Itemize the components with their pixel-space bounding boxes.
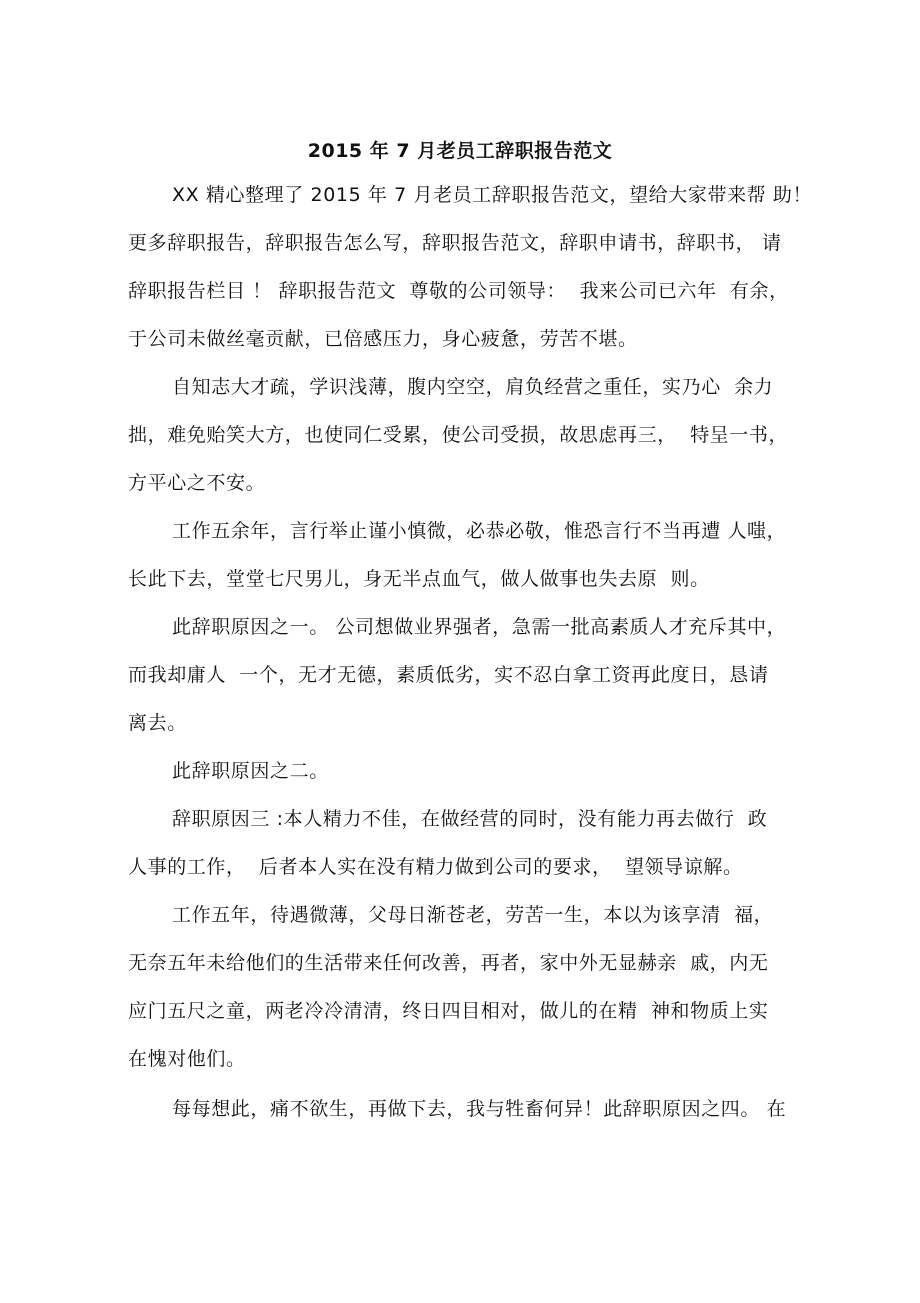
paragraph-line: 而我却庸人 一个，无才无德，素质低劣，实不忍白拿工资再此度日，恳请: [128, 664, 769, 686]
paragraph-line: 辞职原因三 :本人精力不佳，在做经营的同时，没有能力再去做行 政: [172, 808, 768, 830]
paragraph-line: 每每想此，痛不欲生，再做下去，我与牲畜何异！此辞职原因之四。 在: [172, 1098, 787, 1120]
paragraph-line: 离去。: [128, 712, 187, 734]
paragraph-line: 应门五尺之童，两老冷冷清清，终日四目相对，做儿的在精 神和物质上实: [128, 1000, 769, 1022]
paragraph-line: 于公司未做丝毫贡献，已倍感压力，身心疲惫，劳苦不堪。: [128, 328, 638, 350]
paragraph-line: 方平心之不安。: [128, 472, 266, 494]
paragraph-line: 工作五余年，言行举止谨小慎微，必恭必敬，惟恐言行不当再遭 人嗤，: [172, 520, 787, 542]
paragraph-line: 人事的工作， 后者本人实在没有精力做到公司的要求， 望领导谅解。: [128, 856, 743, 878]
paragraph-line: 自知志大才疏，学识浅薄，腹内空空，肩负经营之重任，实乃心 余力: [172, 376, 774, 398]
paragraph-line: 在愧对他们。: [128, 1048, 246, 1070]
paragraph-line: XX 精心整理了 2015 年 7 月老员工辞职报告范文，望给大家带来帮 助！: [172, 184, 813, 206]
paragraph-line: 长此下去，堂堂七尺男儿，身无半点血气，做人做事也失去原 则。: [128, 568, 710, 590]
paragraph-line: 工作五年，待遇微薄，父母日渐苍老，劳苦一生，本以为该享清 福，: [172, 904, 774, 926]
paragraph-line: 此辞职原因之二。: [172, 760, 329, 782]
paragraph-line: 此辞职原因之一。 公司想做业界强者，急需一批高素质人才充斥其中，: [172, 616, 787, 638]
paragraph-line: 拙，难免贻笑大方，也使同仁受累，使公司受损，故思虑再三， 特呈一书，: [128, 424, 789, 446]
paragraph-line: 辞职报告栏目 ！ 辞职报告范文 尊敬的公司领导： 我来公司已六年 有余，: [128, 280, 789, 302]
paragraph-line: 更多辞职报告，辞职报告怎么写，辞职报告范文，辞职申请书，辞职书， 请: [128, 232, 782, 254]
paragraph-line: 无奈五年未给他们的生活带来任何改善，再者，家中外无显赫亲 戚，内无: [128, 952, 769, 974]
document-title: 2015 年 7 月老员工辞职报告范文: [307, 140, 613, 162]
